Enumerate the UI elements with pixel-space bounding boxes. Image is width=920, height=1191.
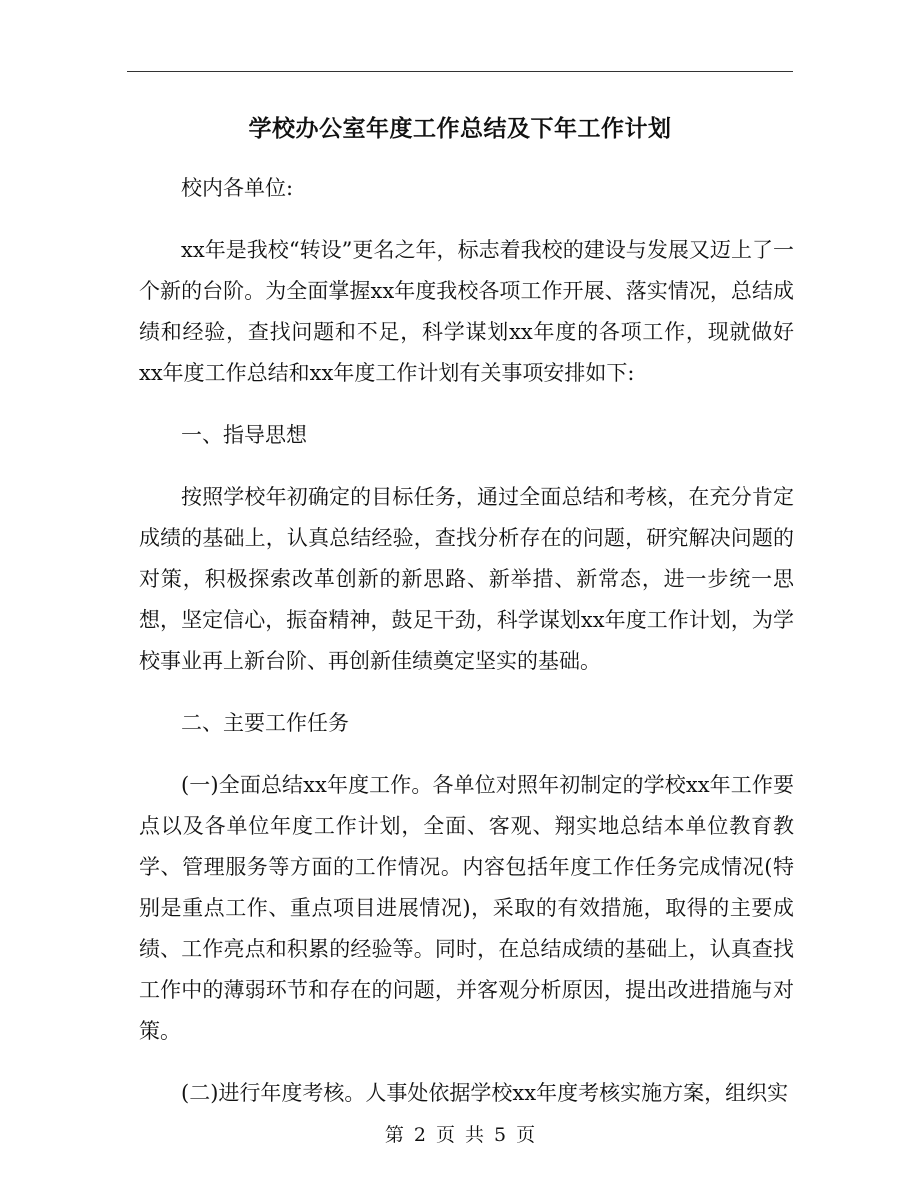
document-title: 学校办公室年度工作总结及下年工作计划 xyxy=(248,115,672,142)
salutation: 校内各单位: xyxy=(181,176,294,200)
paragraph-task-2: (二)进行年度考核。人事处依据学校xx年度考核实施方案，组织实 xyxy=(181,1081,789,1105)
document-body xyxy=(139,168,794,1135)
paragraph-intro: xx年是我校“转设”更名之年，标志着我校的建设与发展又迈上了一个新的台阶。为全面掌握xx年度我校各项工作开展、落实情况，总结成绩和经验，查找问题和不足，科学谋划xx年度的各项工作，现就做好xx年度工作总结和xx年度工作计划有关事项安排如下: xyxy=(139,238,794,385)
section-heading-main-tasks: 二、主要工作任务 xyxy=(181,711,349,735)
paragraph-task-1: (一)全面总结xx年度工作。各单位对照年初制定的学校xx年工作要点以及各单位年度工作计划，全面、客观、翔实地总结本单位教育教学、管理服务等方面的工作情况。内容包括年度工作任务完成情况(特别是重点工作、重点项目进展情况)，采取的有效措施，取得的主要成绩、工作亮点和积累的经验等。同时，在总结成绩的基础上，认真查找工作中的薄弱环节和存在的问题，并客观分析原因，提出改进措施与对策。 xyxy=(139,773,794,1043)
section-heading-guiding-thought: 一、指导思想 xyxy=(181,423,307,447)
header-rule xyxy=(127,71,793,72)
page-number: 第 2 页 共 5 页 xyxy=(384,1124,536,1146)
paragraph-guiding-thought: 按照学校年初确定的目标任务，通过全面总结和考核，在充分肯定成绩的基础上，认真总结经验，查找分析存在的问题，研究解决问题的对策，积极探索改革创新的新思路、新举措、新常态，进一步统一思想，坚定信心，振奋精神，鼓足干劲，科学谋划xx年度工作计划，为学校事业再上新台阶、再创新佳绩奠定坚实的基础。 xyxy=(139,485,794,673)
